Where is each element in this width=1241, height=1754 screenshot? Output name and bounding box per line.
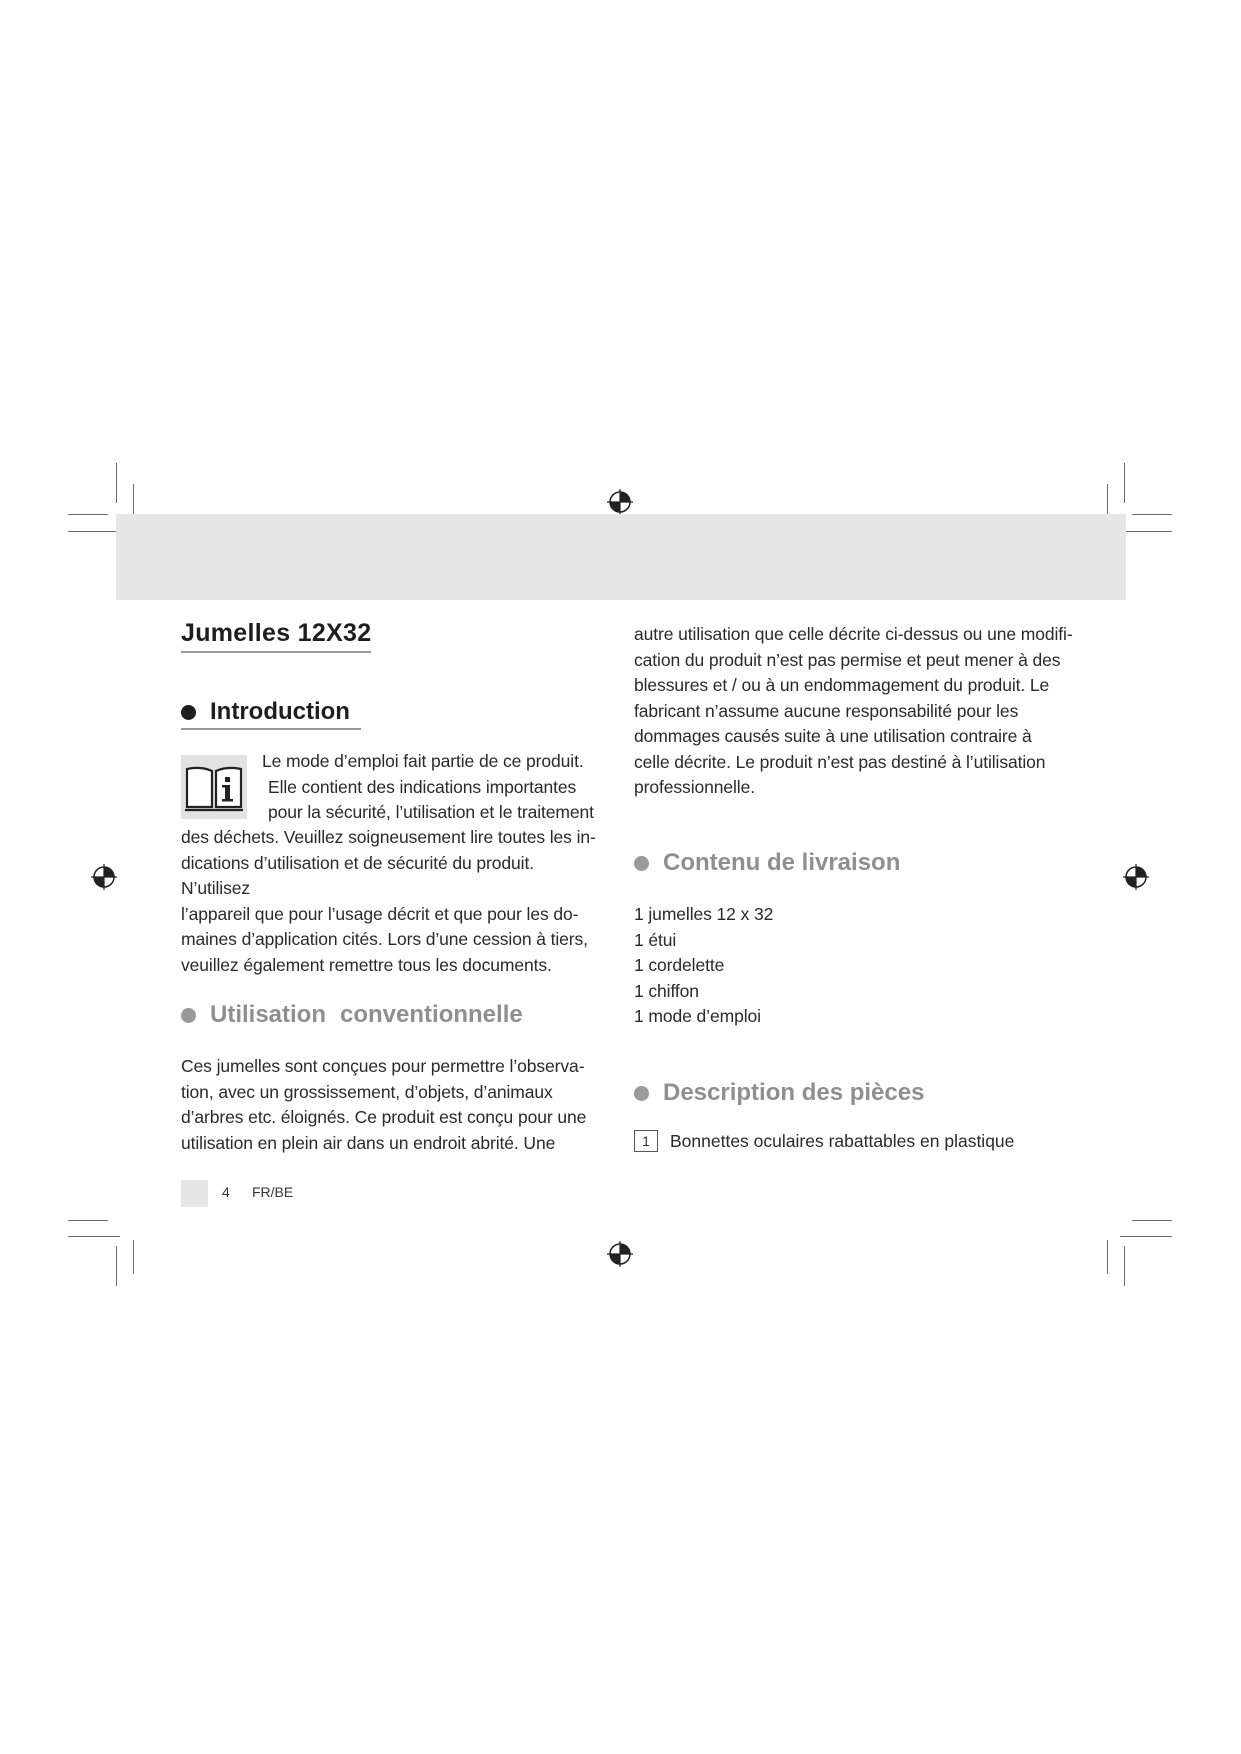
list-item: 1 jumelles 12 x 32: [634, 904, 774, 924]
text-line: veuillez également remettre tous les documents.: [181, 954, 552, 975]
text-line: utilisation en plein air dans un endroit abrité. Une: [181, 1132, 556, 1153]
list-item: 1 étui: [634, 929, 677, 950]
introduction-heading: [181, 697, 350, 727]
list-item: 1 cordelette: [634, 955, 725, 975]
usage-heading: [181, 1000, 523, 1030]
text-line: Elle contient des indications importantes: [268, 776, 577, 797]
bullet-icon: [634, 1086, 649, 1101]
part-number: 1: [634, 1130, 658, 1152]
text-line: blessures et / ou à un endommagement du produit. Le: [634, 675, 1050, 695]
bullet-icon: [634, 856, 649, 871]
usage-heading-part2: conventionnelle: [340, 1001, 523, 1028]
usage-text-continued: [634, 622, 1074, 801]
document-title: Jumelles 12X32: [181, 618, 371, 653]
text-line: dications d’utilisation et de sécurité du produit. N’utilisez: [181, 852, 534, 898]
text-line: pour la sécurité, l’utilisation et le traitement: [268, 802, 594, 822]
parts-heading-text: Description des pièces: [663, 1079, 925, 1106]
bullet-icon: [181, 705, 196, 720]
part-item: [634, 1130, 1014, 1152]
parts-heading: [634, 1078, 924, 1108]
text-line: Le mode d’emploi fait partie de ce produit.: [262, 751, 584, 771]
footer-marker: [181, 1180, 208, 1207]
registration-mark-icon: [1123, 864, 1149, 890]
usage-text: [181, 1054, 601, 1156]
part-label: Bonnettes oculaires rabattables en plastique: [670, 1130, 1015, 1151]
introduction-heading-text: Introduction: [210, 698, 350, 725]
text-line: autre utilisation que celle décrite ci-dessus ou une modifi-: [634, 624, 1073, 644]
delivery-heading-text: Contenu de livraison: [663, 849, 901, 876]
text-line: dommages causés suite à une utilisation contraire à: [634, 726, 1032, 746]
registration-mark-icon: [607, 1241, 633, 1267]
text-line: maines d’application cités. Lors d’une cession à tiers,: [181, 929, 588, 949]
info-book-icon: [181, 755, 247, 819]
heading-underline: [181, 728, 361, 730]
text-line: Ces jumelles sont conçues pour permettre l’observa-: [181, 1056, 585, 1076]
list-item: 1 mode d’emploi: [634, 1006, 761, 1026]
bullet-icon: [181, 1008, 196, 1023]
delivery-heading: [634, 848, 900, 878]
usage-heading-part1: Utilisation: [210, 1001, 327, 1028]
registration-mark-icon: [91, 864, 117, 890]
list-item: 1 chiffon: [634, 980, 699, 1001]
text-line: l’appareil que pour l’usage décrit et que pour les do-: [181, 903, 579, 924]
text-line: professionnelle.: [634, 777, 755, 797]
text-line: tion, avec un grossissement, d’objets, d’animaux: [181, 1081, 553, 1102]
text-line: des déchets. Veuillez soigneusement lire toutes les in-: [181, 827, 596, 847]
introduction-text-beside-icon: [262, 749, 594, 826]
delivery-list: [634, 902, 773, 1030]
introduction-text: [181, 825, 601, 978]
locale-label: FR/BE: [252, 1184, 294, 1200]
text-line: fabricant n’assume aucune responsabilité pour les: [634, 700, 1019, 721]
page-number: 4: [222, 1184, 230, 1200]
registration-mark-icon: [607, 489, 633, 515]
text-line: cation du produit n’est pas permise et peut mener à des: [634, 649, 1061, 670]
header-band: [116, 514, 1126, 600]
text-line: d’arbres etc. éloignés. Ce produit est conçu pour une: [181, 1107, 587, 1127]
text-line: celle décrite. Le produit n’est pas destiné à l’utilisation: [634, 751, 1046, 772]
